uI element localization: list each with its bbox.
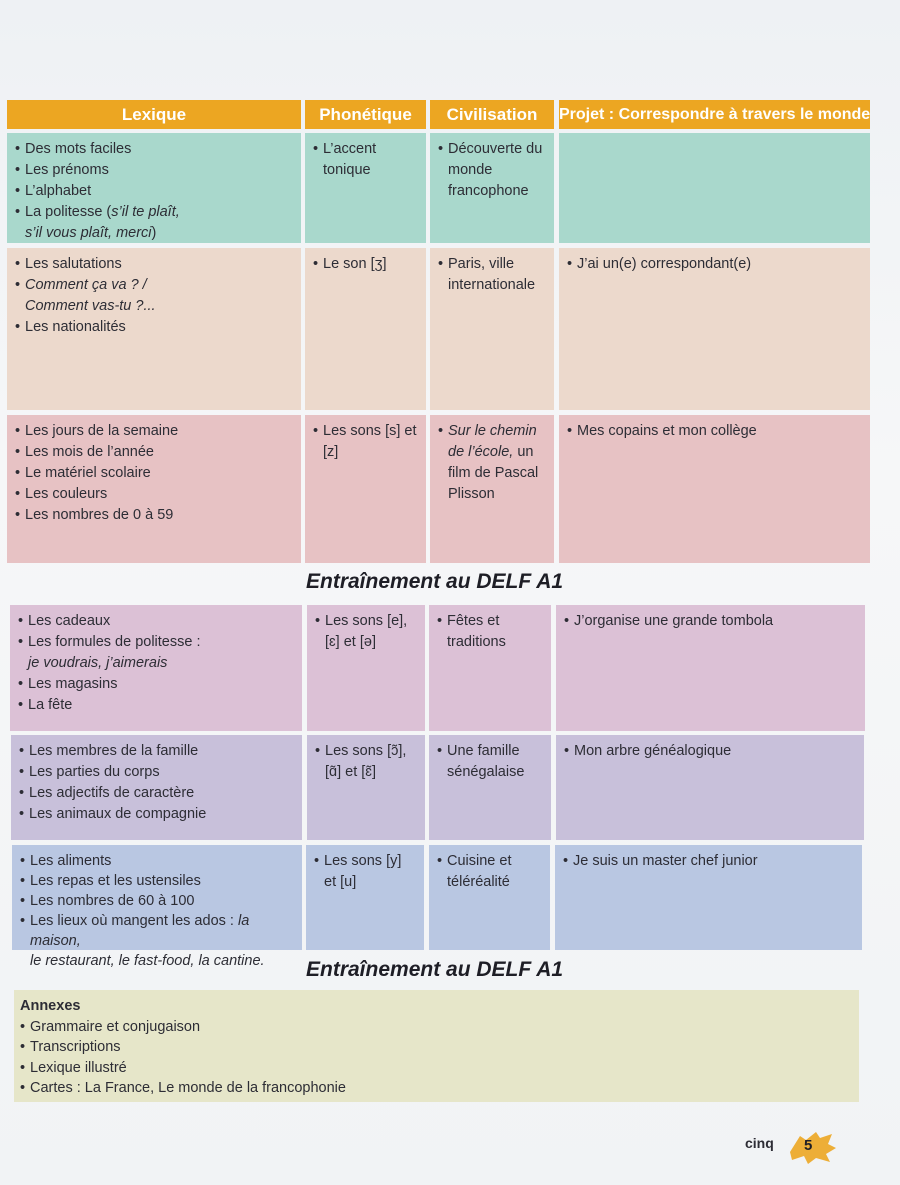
row4-lexique	[10, 605, 302, 731]
list-item: • Les nationalités	[15, 317, 293, 338]
list-item: • L’alphabet	[15, 181, 293, 202]
list-item: • Les prénoms	[15, 160, 293, 181]
list-item: • Les nombres de 0 à 59	[15, 505, 293, 526]
list-item: • Les sons [s] et [z]	[313, 421, 418, 463]
list-item: • Cuisine et téléréalité	[437, 851, 542, 893]
row5-phonetique	[307, 735, 425, 840]
page-number: 5	[804, 1137, 813, 1154]
list-item: • Les membres de la famille	[19, 741, 294, 762]
list-item: • Les repas et les ustensiles	[20, 871, 294, 891]
list-item: • Grammaire et conjugaison	[20, 1017, 853, 1038]
list-item: • Les adjectifs de caractère	[19, 783, 294, 804]
row6-phonetique	[306, 845, 424, 950]
annexes-box	[14, 990, 859, 1102]
list-item: • La politesse (s’il te plaît, s’il vous plaît, merci)	[15, 202, 293, 244]
page-number-word: cinq	[745, 1135, 774, 1151]
row4-projet	[556, 605, 865, 731]
row4-phonetique	[307, 605, 425, 731]
row2-projet	[559, 248, 870, 410]
list-item: • Les animaux de compagnie	[19, 804, 294, 825]
list-item: • Une famille sénégalaise	[437, 741, 543, 783]
row5-lexique	[11, 735, 302, 840]
list-item: • Comment ça va ? / Comment vas-tu ?...	[15, 275, 293, 317]
list-item: • Les couleurs	[15, 484, 293, 505]
list-item: • Les nombres de 60 à 100	[20, 891, 294, 911]
list-item: • Les salutations	[15, 254, 293, 275]
list-item: • J’organise une grande tombola	[564, 611, 857, 632]
delf-heading-1: Entraînement au DELF A1	[306, 570, 564, 593]
list-item: • Les sons [e], [ɛ] et [ə]	[315, 611, 417, 653]
row4-civilisation	[429, 605, 551, 731]
header-civilisation: Civilisation	[430, 100, 554, 129]
list-item: • La fête	[18, 695, 294, 716]
list-item: • Fêtes et traditions	[437, 611, 543, 653]
row3-phonetique	[305, 415, 426, 563]
list-item: • Cartes : La France, Le monde de la francophonie	[20, 1078, 853, 1099]
list-item: • J’ai un(e) correspondant(e)	[567, 254, 862, 275]
list-item: • Paris, ville internationale	[438, 254, 546, 296]
row3-lexique	[7, 415, 301, 563]
row3-civilisation	[430, 415, 554, 563]
row1-civilisation	[430, 133, 554, 243]
list-item: • Les sons [ɔ̃], [ɑ̃] et [ɛ̃]	[315, 741, 417, 783]
list-item: • Mes copains et mon collège	[567, 421, 862, 442]
row2-lexique	[7, 248, 301, 410]
list-item: • Les formules de politesse : je voudrais, j’aimerais	[18, 632, 294, 674]
header-phonetique: Phonétique	[305, 100, 426, 129]
list-item: • Sur le chemin de l’école, un film de Pascal Plisson	[438, 421, 546, 505]
delf-heading-2: Entraînement au DELF A1	[306, 958, 564, 981]
header-lexique: Lexique	[7, 100, 301, 129]
list-item: • Transcriptions	[20, 1037, 853, 1058]
list-item: • Des mots faciles	[15, 139, 293, 160]
list-item: • Lexique illustré	[20, 1058, 853, 1079]
list-item: • Les sons [y] et [u]	[314, 851, 416, 893]
list-item: • Les jours de la semaine	[15, 421, 293, 442]
list-item: • Les lieux où mangent les ados : la maison, le restaurant, le fast-food, la cantine.	[20, 911, 294, 971]
list-item: • Le son [ʒ]	[313, 254, 418, 275]
list-item: • L’accent tonique	[313, 139, 418, 181]
list-item: • Les parties du corps	[19, 762, 294, 783]
list-item: • Les aliments	[20, 851, 294, 871]
row3-projet	[559, 415, 870, 563]
list-item: • Les cadeaux	[18, 611, 294, 632]
list-item: • Mon arbre généalogique	[564, 741, 856, 762]
list-item: • Découverte du monde francophone	[438, 139, 546, 202]
row5-projet	[556, 735, 864, 840]
list-item: • Le matériel scolaire	[15, 463, 293, 484]
header-projet: Projet : Correspondre à travers le monde	[559, 100, 870, 129]
row2-phonetique	[305, 248, 426, 410]
list-item: • Les magasins	[18, 674, 294, 695]
row6-civilisation	[429, 845, 550, 950]
annexes-title: Annexes	[20, 998, 81, 1014]
row1-projet	[559, 133, 870, 243]
row6-lexique	[12, 845, 302, 969]
row6-projet	[555, 845, 862, 950]
list-item: • Les mois de l’année	[15, 442, 293, 463]
row2-civilisation	[430, 248, 554, 410]
row5-civilisation	[429, 735, 551, 840]
row1-phonetique	[305, 133, 426, 243]
row1-lexique	[7, 133, 301, 243]
list-item: • Je suis un master chef junior	[563, 851, 854, 872]
